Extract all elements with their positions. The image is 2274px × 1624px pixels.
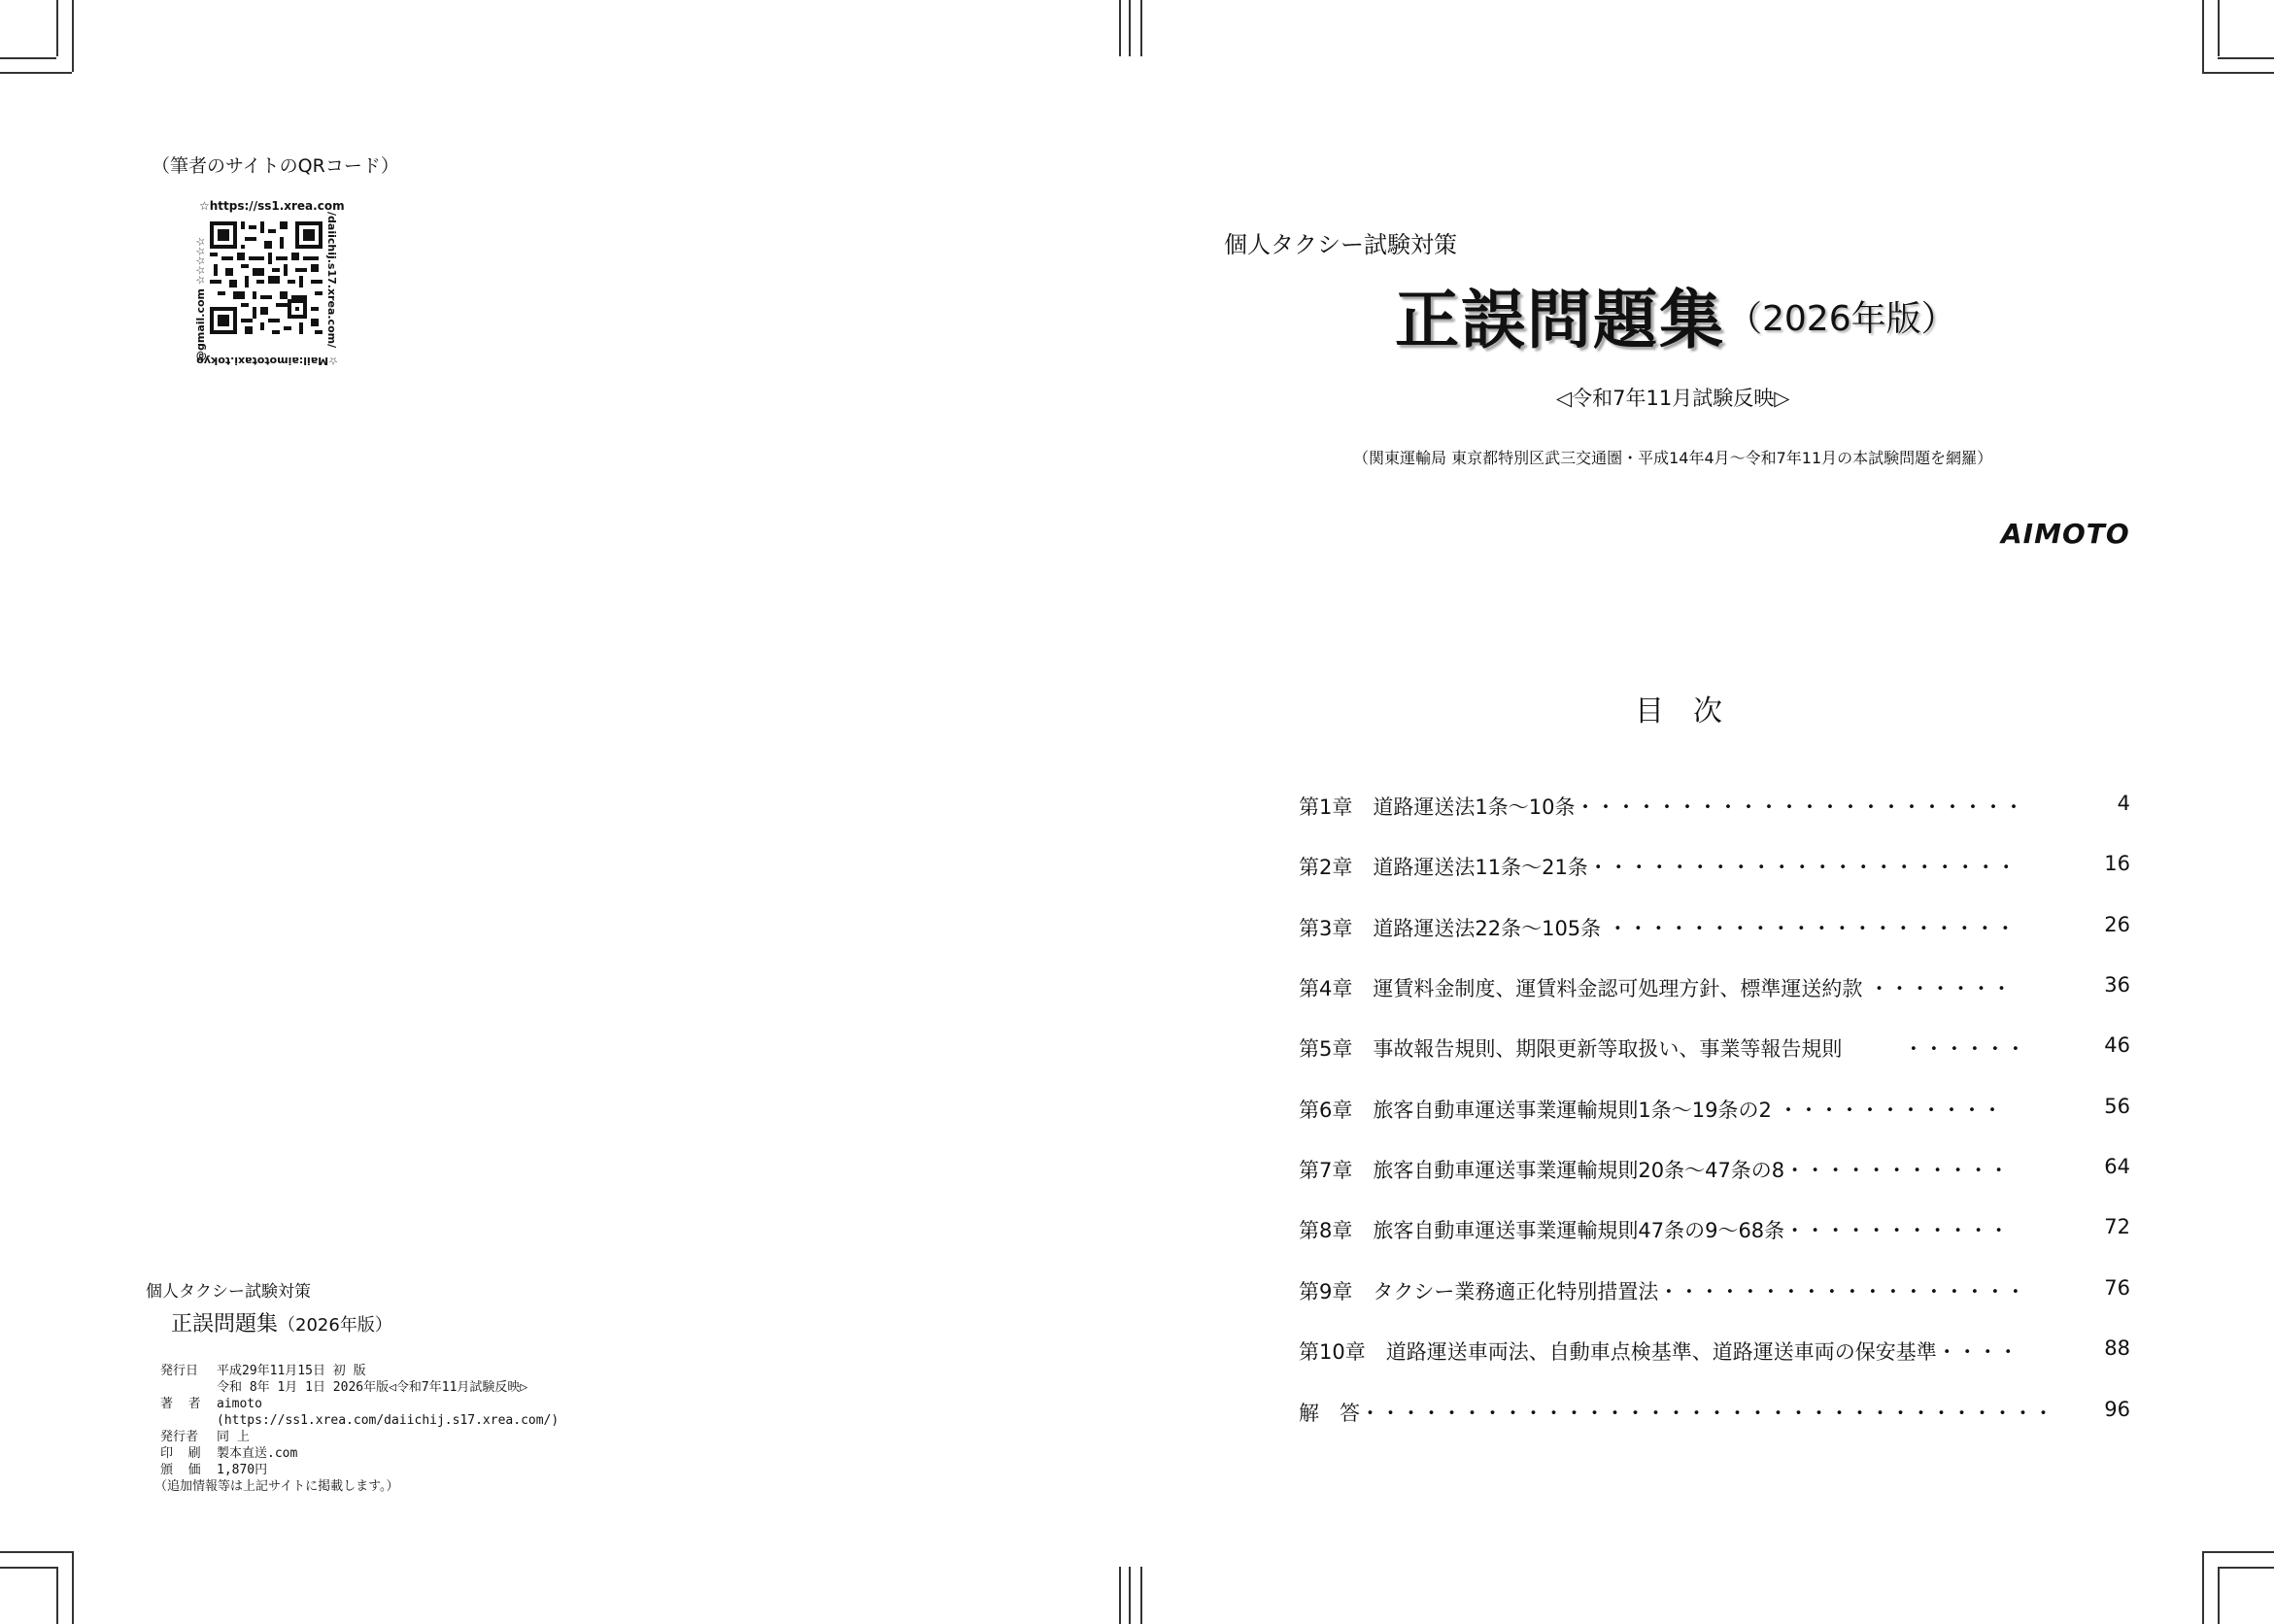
toc-entry-label: 第7章 旅客自動車運送事業運輸規則20条～47条の8・・・・・・・・・・・ (1299, 1159, 2010, 1182)
qr-border-bottom-text: ☆Mail:aimototaxi.tokyo (196, 355, 338, 367)
qr-border-top-text: ☆https://ss1.xrea.com (199, 199, 345, 213)
cover-edition: （2026年版） (1727, 299, 1956, 339)
toc-entry-label: 第6章 旅客自動車運送事業運輸規則1条～19条の2 ・・・・・・・・・・・ (1299, 1099, 2003, 1122)
author-name: AIMOTO (2001, 518, 2130, 550)
colophon-row: （追加情報等は上記サイトに掲載します。） (154, 1479, 399, 1494)
toc-entry-label: 解 答・・・・・・・・・・・・・・・・・・・・・・・・・・・・・・・・・・ (1299, 1402, 2053, 1425)
toc-entry[interactable] (1299, 1095, 2130, 1128)
toc-entry-label: 第1章 道路運送法1条～10条・・・・・・・・・・・・・・・・・・・・・・ (1299, 795, 2024, 819)
toc-entry-page: 26 (2104, 913, 2130, 936)
toc-entry-page: 64 (2104, 1155, 2130, 1178)
toc-entry-page: 16 (2104, 852, 2130, 875)
cover-title: 正誤問題集 (1395, 283, 1725, 357)
colophon-row: (https://ss1.xrea.com/daiichij.s17.xrea.com/) (217, 1413, 560, 1428)
toc-entry[interactable] (1299, 852, 2130, 885)
toc-entry-page: 72 (2104, 1215, 2130, 1238)
colophon-row: 著 者 aimoto (160, 1397, 262, 1411)
toc-entry[interactable] (1299, 1155, 2130, 1188)
qr-border-right-text: /daiichij.s17.xrea.com/ (325, 212, 338, 349)
toc-entry-label: 第5章 事故報告規則、期限更新等取扱い、事業等報告規則 ・・・・・・ (1299, 1037, 2026, 1061)
colophon-row: 頒 価 1,870円 (160, 1463, 268, 1477)
toc-entry-page: 4 (2117, 792, 2130, 815)
toc-entry-page: 56 (2104, 1095, 2130, 1118)
colophon-row: 発行者 同 上 (160, 1430, 250, 1444)
colophon-row: 発行日 平成29年11月15日 初 版 (160, 1364, 366, 1378)
toc-entry-label: 第9章 タクシー業務適正化特別措置法・・・・・・・・・・・・・・・・・・ (1299, 1280, 2026, 1303)
toc-entry-page: 46 (2104, 1033, 2130, 1057)
scope-note: （関東運輸局 東京都特別区武三交通圏・平成14年4月～令和7年11月の本試験問題を網羅） (1353, 449, 1993, 467)
colophon-title (171, 1307, 392, 1337)
colophon-table (154, 1363, 560, 1495)
colophon-subtitle: 個人タクシー試験対策 (146, 1282, 311, 1302)
toc-entry-label: 第4章 運賃料金制度、運賃料金認可処理方針、標準運送約款 ・・・・・・・ (1299, 977, 2013, 1000)
qr-caption: （筆者のサイトのQRコード） (152, 155, 399, 177)
toc-entry[interactable] (1299, 1215, 2130, 1248)
colophon-edition: （2026年版） (278, 1315, 392, 1336)
toc-entry-page: 96 (2104, 1398, 2130, 1421)
toc-entry[interactable] (1299, 973, 2130, 1006)
toc-entry-label: 第10章 道路運送車両法、自動車点検基準、道路運送車両の保安基準・・・・ (1299, 1340, 2019, 1364)
colophon-row: 令和 8年 1月 1日 2026年版◁令和7年11月試験反映▷ (217, 1380, 528, 1395)
toc-entry[interactable] (1299, 792, 2130, 825)
qr-border-left-text: @gmail.com ☆☆☆☆☆ (194, 236, 207, 361)
toc-entry-page: 88 (2104, 1336, 2130, 1360)
toc-entry-label: 第2章 道路運送法11条～21条・・・・・・・・・・・・・・・・・・・・・ (1299, 856, 2017, 879)
colophon-row: 印 刷 製本直送.com (160, 1446, 298, 1461)
toc-entry[interactable] (1299, 1276, 2130, 1309)
toc-entry-label: 第3章 道路運送法22条～105条 ・・・・・・・・・・・・・・・・・・・・ (1299, 917, 2016, 940)
toc-entry-page: 36 (2104, 973, 2130, 997)
exam-reflect-note: ◁令和7年11月試験反映▷ (1556, 387, 1790, 410)
toc-entry[interactable] (1299, 1033, 2130, 1066)
toc-entry[interactable] (1299, 1398, 2130, 1431)
toc-entry[interactable] (1299, 913, 2130, 946)
qr-code-icon[interactable] (210, 221, 322, 334)
colophon-title-text: 正誤問題集 (171, 1312, 279, 1336)
toc-title: 目次 (1635, 694, 1751, 728)
toc-entry[interactable] (1299, 1336, 2130, 1370)
toc-entry-page: 76 (2104, 1276, 2130, 1300)
toc-entry-label: 第8章 旅客自動車運送事業運輸規則47条の9～68条・・・・・・・・・・・ (1299, 1219, 2010, 1242)
cover-subtitle: 個人タクシー試験対策 (1224, 231, 1457, 258)
